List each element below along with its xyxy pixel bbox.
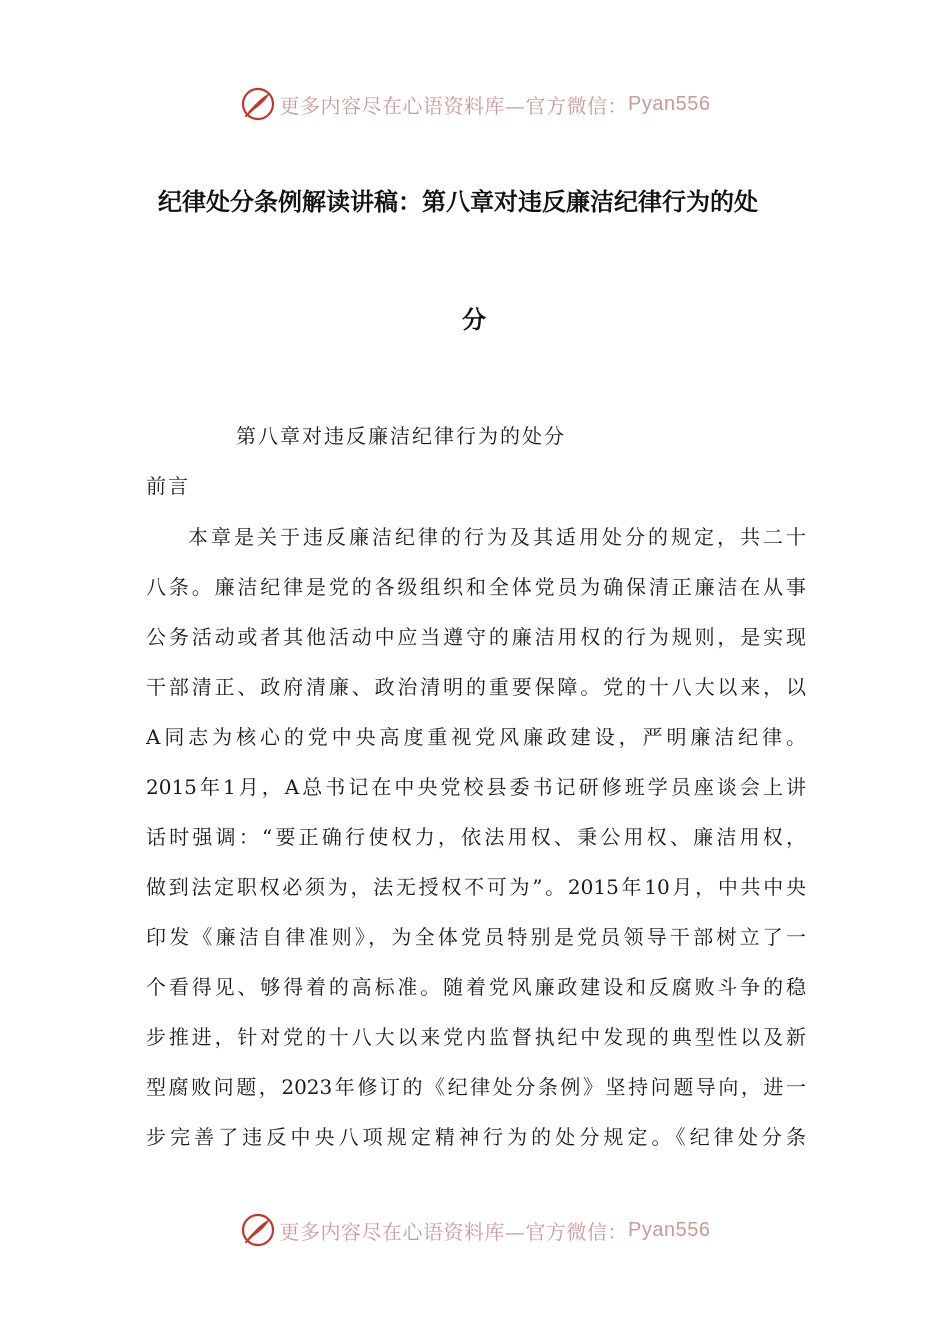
document-title-line1: 纪律处分条例解读讲稿：第八章对违反廉洁纪律行为的处: [158, 188, 758, 216]
body-line: 话时强调：“要正确行使权力，依法用权、秉公用权、廉洁用权，: [146, 825, 806, 849]
watermark-wechat-id: Pyan556: [628, 92, 711, 115]
footer-watermark: [0, 1210, 950, 1250]
body-line: 干部清正、政府清廉、政治清明的重要保障。党的十八大以来，以: [146, 675, 806, 699]
body-paragraph: [146, 512, 806, 1162]
body-line: 公务活动或者其他活动中应当遵守的廉洁用权的行为规则，是实现: [146, 625, 806, 649]
watermark-text: 更多内容尽在心语资料库—官方微信：: [279, 1219, 629, 1244]
document-title-line2: 分: [462, 306, 486, 334]
preface-label: 前言: [146, 474, 190, 498]
body-line: 步完善了违反中央八项规定精神行为的处分规定。《纪律处分条: [146, 1125, 806, 1149]
quill-logo-icon: [240, 86, 276, 122]
watermark-wechat-id: Pyan556: [628, 1218, 711, 1241]
header-watermark: [0, 84, 950, 124]
body-line: 型腐败问题，2023年修订的《纪律处分条例》坚持问题导向，进一: [146, 1075, 806, 1099]
body-line: 个看得见、够得着的高标准。随着党风廉政建设和反腐败斗争的稳: [146, 975, 806, 999]
body-line: 印发《廉洁自律准则》，为全体党员特别是党员领导干部树立了一: [146, 925, 806, 949]
body-line: 做到法定职权必须为，法无授权不可为”。2015年10月，中共中央: [146, 875, 806, 899]
quill-logo-icon: [240, 1212, 276, 1248]
body-line: 2015年1月，A总书记在中央党校县委书记研修班学员座谈会上讲: [146, 775, 806, 799]
body-line: 八条。廉洁纪律是党的各级组织和全体党员为确保清正廉洁在从事: [146, 575, 806, 599]
body-line: 本章是关于违反廉洁纪律的行为及其适用处分的规定，共二十: [188, 525, 806, 549]
body-line: 步推进，针对党的十八大以来党内监督执纪中发现的典型性以及新: [146, 1025, 806, 1049]
body-line: A同志为核心的党中央高度重视党风廉政建设，严明廉洁纪律。: [146, 725, 806, 749]
watermark-text: 更多内容尽在心语资料库—官方微信：: [279, 93, 629, 118]
section-heading: 第八章对违反廉洁纪律行为的处分: [236, 424, 566, 448]
